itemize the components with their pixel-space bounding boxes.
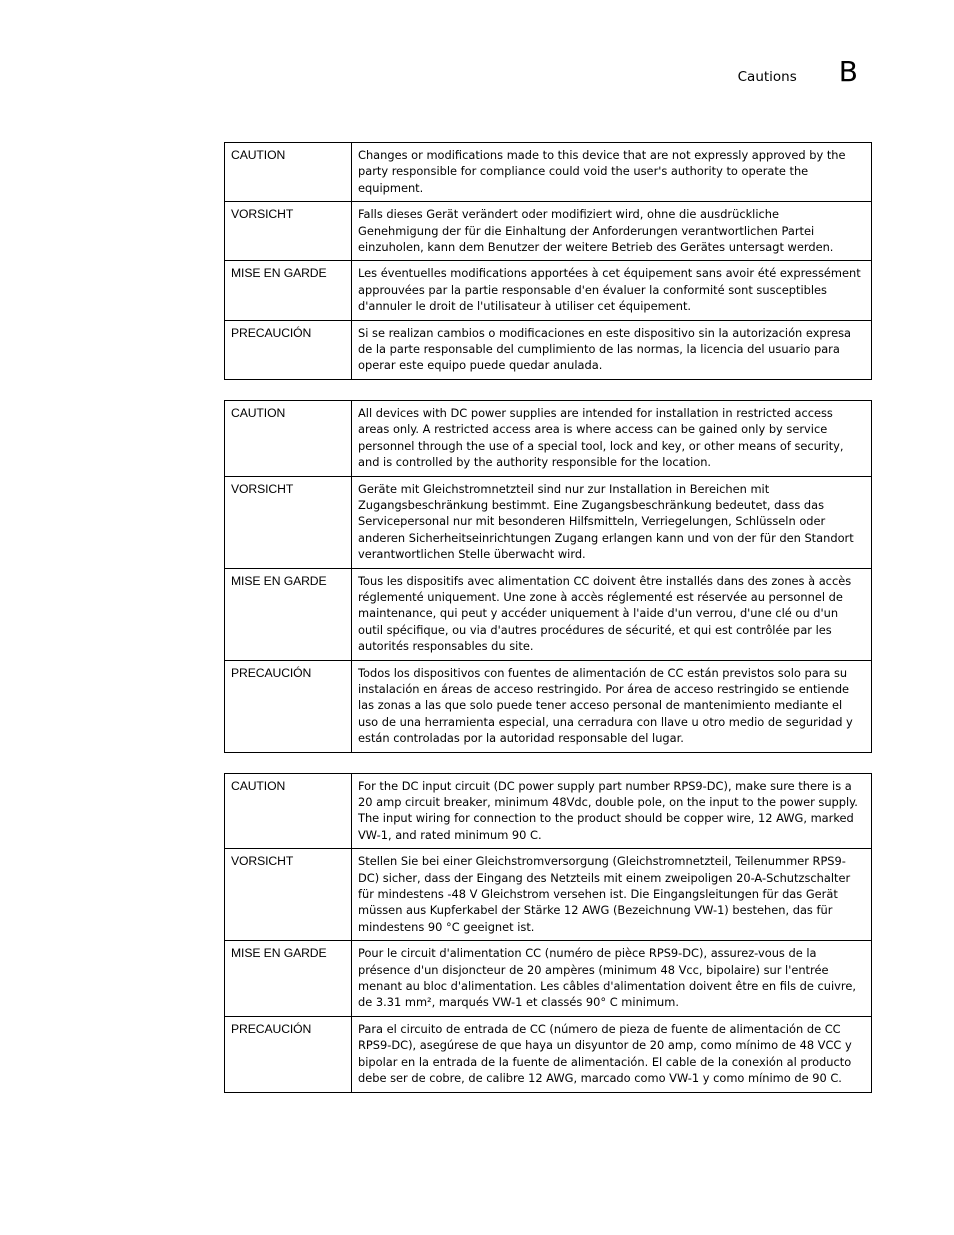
caution-text: All devices with DC power supplies are intended for installation in restricted access areas only. A restricted access area is where access can be gained only by service personnel through the use of a special tool, lock and key, or other means of security, and is controlled by the authority responsible for the location.: [352, 400, 872, 476]
table-row: [225, 568, 872, 660]
table-row: [225, 849, 872, 941]
table-row: [225, 143, 872, 202]
caution-label: MISE EN GARDE: [225, 568, 352, 660]
caution-table-dc-input: [224, 773, 872, 1093]
table-row: [225, 773, 872, 849]
appendix-letter: B: [838, 55, 858, 88]
table-row: [225, 261, 872, 320]
caution-text: Falls dieses Gerät verändert oder modifiziert wird, ohne die ausdrückliche Genehmigung der für die Einhaltung der Anforderungen verantwortlichen Partei einzuholen, kann dem Benutzer der weitere Betrieb des Gerätes untersagt werden.: [352, 202, 872, 261]
caution-table-modifications: [224, 142, 872, 380]
section-title: Cautions: [737, 69, 797, 85]
caution-text: Si se realizan cambios o modificaciones en este dispositivo sin la autorización expresa de la parte responsable del cumplimiento de las normas, la licencia del usuario para operar este equipo puede quedar anulada.: [352, 320, 872, 379]
caution-text: Changes or modifications made to this device that are not expressly approved by the party responsible for compliance could void the user's authority to operate the equipment.: [352, 143, 872, 202]
page-header: [737, 55, 858, 88]
caution-label: CAUTION: [225, 773, 352, 849]
table-row: [225, 202, 872, 261]
table-row: [225, 476, 872, 568]
table-row: [225, 941, 872, 1017]
caution-label: MISE EN GARDE: [225, 261, 352, 320]
table-row: [225, 1016, 872, 1092]
caution-text: Tous les dispositifs avec alimentation CC doivent être installés dans des zones à accès réglementé uniquement. Une zone à accès réglementé est réservée au personnel de maintenance, qui peut y accéder uniquement à l'aide d'un verrou, d'une clé ou d'un outil spécifique, ou via d'autres procédures de sécurité, et qui est contrôlée par les autorités responsables du site.: [352, 568, 872, 660]
caution-label: CAUTION: [225, 143, 352, 202]
caution-label: PRECAUCIÓN: [225, 320, 352, 379]
caution-label: PRECAUCIÓN: [225, 660, 352, 752]
caution-text: Para el circuito de entrada de CC (número de pieza de fuente de alimentación de CC RPS9-DC), asegúrese de que haya un disyuntor de 20 amp, como mínimo de 48 VCC y bipolar en la entrada de la fuente de alimentación. El cable de la conexión al producto debe ser de cobre, de calibre 12 AWG, marcado como VW-1 y como mínimo de 90 C.: [352, 1016, 872, 1092]
table-row: [225, 320, 872, 379]
caution-text: Stellen Sie bei einer Gleichstromversorgung (Gleichstromnetzteil, Teilenummer RPS9-DC) sicher, dass der Eingang des Netzteils mit einem zweipoligen 20-A-Schutzschalter für mindestens -48 V Gleichstrom versehen ist. Die Eingangsleitungen für das Gerät müssen aus Kupferkabel der Stärke 12 AWG (Bezeichnung VW-1) bestehen, das für mindestens 90 °C geeignet ist.: [352, 849, 872, 941]
caution-text: Les éventuelles modifications apportées à cet équipement sans avoir été expressément approuvées par la partie responsable d'en évaluer la conformité sont susceptibles d'annuler le droit de l'utilisateur à utiliser cet équipement.: [352, 261, 872, 320]
caution-text: For the DC input circuit (DC power supply part number RPS9-DC), make sure there is a 20 amp circuit breaker, minimum 48Vdc, double pole, on the input to the power supply. The input wiring for connection to the product should be copper wire, 12 AWG, marked VW-1, and rated minimum 90 C.: [352, 773, 872, 849]
caution-label: CAUTION: [225, 400, 352, 476]
caution-label: PRECAUCIÓN: [225, 1016, 352, 1092]
caution-tables: [224, 142, 872, 1113]
caution-label: VORSICHT: [225, 476, 352, 568]
caution-label: MISE EN GARDE: [225, 941, 352, 1017]
table-row: [225, 400, 872, 476]
table-row: [225, 660, 872, 752]
caution-label: VORSICHT: [225, 202, 352, 261]
caution-label: VORSICHT: [225, 849, 352, 941]
caution-text: Pour le circuit d'alimentation CC (numéro de pièce RPS9-DC), assurez-vous de la présence d'un disjoncteur de 20 ampères (minimum 48 Vcc, bipolaire) sur l'entrée menant au bloc d'alimentation. Les câbles d'alimentation doivent être en fils de cuivre, de 3.31 mm², marqués VW-1 et classés 90° C minimum.: [352, 941, 872, 1017]
caution-text: Todos los dispositivos con fuentes de alimentación de CC están previstos solo para su instalación en áreas de acceso restringido. Por área de acceso restringido se entiende las zonas a las que solo puede tener acceso personal de mantenimiento mediante el uso de una herramienta especial, una cerradura con llave u otro medio de seguridad y están controladas por la autoridad responsable del lugar.: [352, 660, 872, 752]
caution-text: Geräte mit Gleichstromnetzteil sind nur zur Installation in Bereichen mit Zugangsbeschränkung bestimmt. Eine Zugangsbeschränkung bedeutet, dass das Servicepersonal nur mit besonderen Hilfsmitteln, Verriegelungen, Schlüsseln oder anderen Sicherheitseinrichtungen Zugang erlangen kann und von der für den Standort verantwortlichen Stelle überwacht wird.: [352, 476, 872, 568]
caution-table-restricted-access: [224, 400, 872, 753]
